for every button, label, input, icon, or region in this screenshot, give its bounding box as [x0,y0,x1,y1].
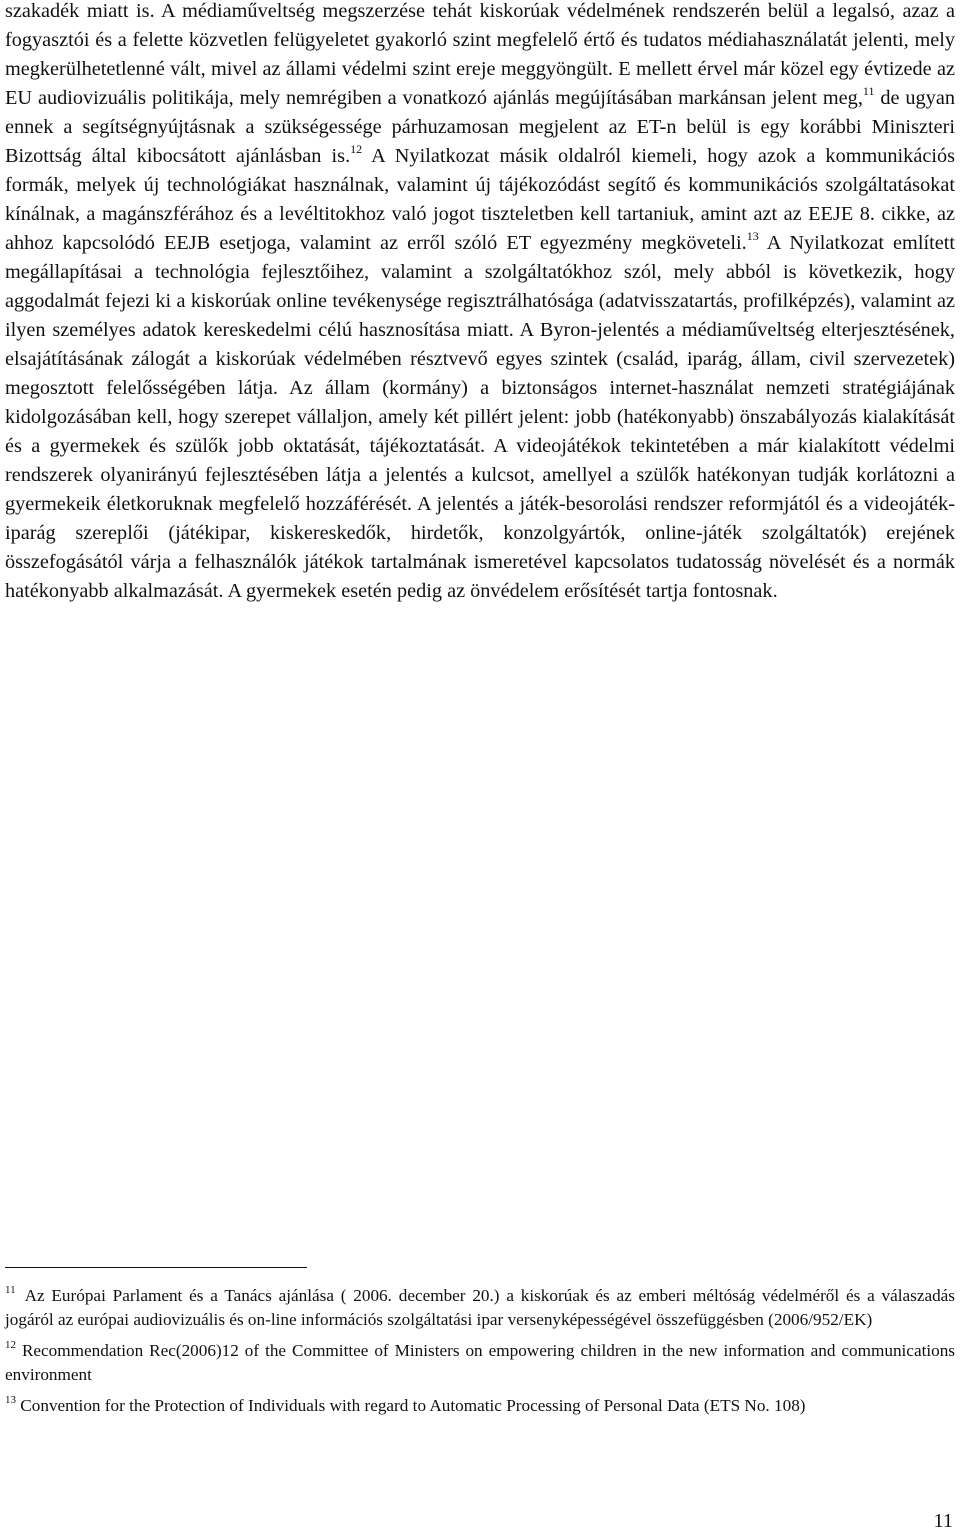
footnote-text: Convention for the Protection of Individuals with regard to Automatic Processing of Personal Data (ETS No. 108) [20,1396,806,1415]
body-text-segment: A Nyilatkozat említett megállapításai a technológia fejlesztőihez, valamint a szolgáltatókhoz szól, mely abból is következik, hogy aggodalmát fejezi ki a kiskorúak online tevékenysége regisztrálhatósága (adatvisszatartás, profilképzés), valamint az ilyen személyes adatok kereskedelmi célú hasznosítása miatt. A Byron-jelentés a médiaműveltség elterjesztésének, elsajátításának zálogát a kiskorúak védelmében résztvevő egyes szintek (család, iparág, állam, civil szervezetek) megosztott felelősségében látja. Az állam (kormány) a biztonságos internet-használat nemzeti stratégiájának kidolgozásában kell, hogy szerepet vállaljon, amely két pillért jelent: jobb (hatékonyabb) önszabályozás kialakítását és a gyermekek és szülők jobb oktatását, tájékoztatását. A videojátékok tekintetében a már kialakított védelmi rendszerek olyanirányú fejlesztésében látja a jelentés a kulcsot, amellyel a szülők hatékonyan tudják korlátozni a gyermekeik életkoruknak megfelelő hozzáférését. A jelentés a játék-besorolási rendszer reformjától és a videojáték-iparág szereplői (játékipar, kiskereskedők, hirdetők, konzolgyártók, online-játék szolgáltatók) erejének összefogásától várja a felhasználók játékok tartalmának ismeretével kapcsolatos tudatosság növelését és a normák hatékonyabb alkalmazását. A gyermekek esetén pedig az önvédelem erősítését tartja fontosnak. [5,232,956,602]
body-text-segment: de ugyan ennek a segítségnyújtásnak a szükségessége párhuzamosan megjelent az ET-n belül is egy korábbi Miniszteri Bizottság által kibocsátott ajánlásban is. [5,87,955,167]
footnote-reference: 12 [350,142,363,156]
footnote-reference: 11 [862,84,875,98]
footnote-reference: 13 [746,229,759,243]
document-page [5,0,955,1537]
footnote-number: 11 [5,1284,16,1296]
footnote [5,1284,955,1332]
page-number: 11 [933,1510,953,1532]
footnote-text: Az Európai Parlament és a Tanács ajánlása ( 2006. december 20.) a kiskorúak és az emberi méltóság védelméről és a válaszadás jogáról az európai audiovizuális és on-line információs szolgáltatási ipar versenyképességével összefüggésben (2006/952/EK) [5,1286,955,1329]
body-text-segment: szakadék miatt is. A médiaműveltség megszerzése tehát kiskorúak védelmének rendszerén belül a legalsó, azaz a fogyasztói és a felette közvetlen felügyeletet gyakorló szint megfelelő értő és tudatos médiahasználatát jelenti, mely megkerülhetetlenné vált, mivel az állami védelmi szint ereje meggyöngült. E mellett érvel már közel egy évtizede az EU audiovizuális politikája, mely nemrégiben a vonatkozó ajánlás megújításában markánsan jelent meg, [5,0,955,109]
footnote-number: 13 [5,1394,16,1406]
footnote [5,1394,955,1418]
footnote-text: Recommendation Rec(2006)12 of the Committee of Ministers on empowering children in the new information and communications environment [5,1341,955,1384]
footnote-number: 12 [5,1339,16,1351]
footnote-separator [5,1267,307,1268]
body-paragraph [5,0,955,606]
footnote [5,1339,955,1387]
body-text-segment: A Nyilatkozat másik oldalról kiemeli, hogy azok a kommunikációs formák, melyek új technológiákat használnak, valamint új tájékozódást segítő és kommunikációs szolgáltatásokat kínálnak, a magánszférához és a levéltitokhoz való jogot tiszteletben kell tartaniuk, amint azt az EEJE 8. cikke, az ahhoz kapcsolódó EEJB esetjoga, valamint az erről szóló ET egyezmény megköveteli. [5,145,955,254]
footnotes-section [5,1284,955,1418]
